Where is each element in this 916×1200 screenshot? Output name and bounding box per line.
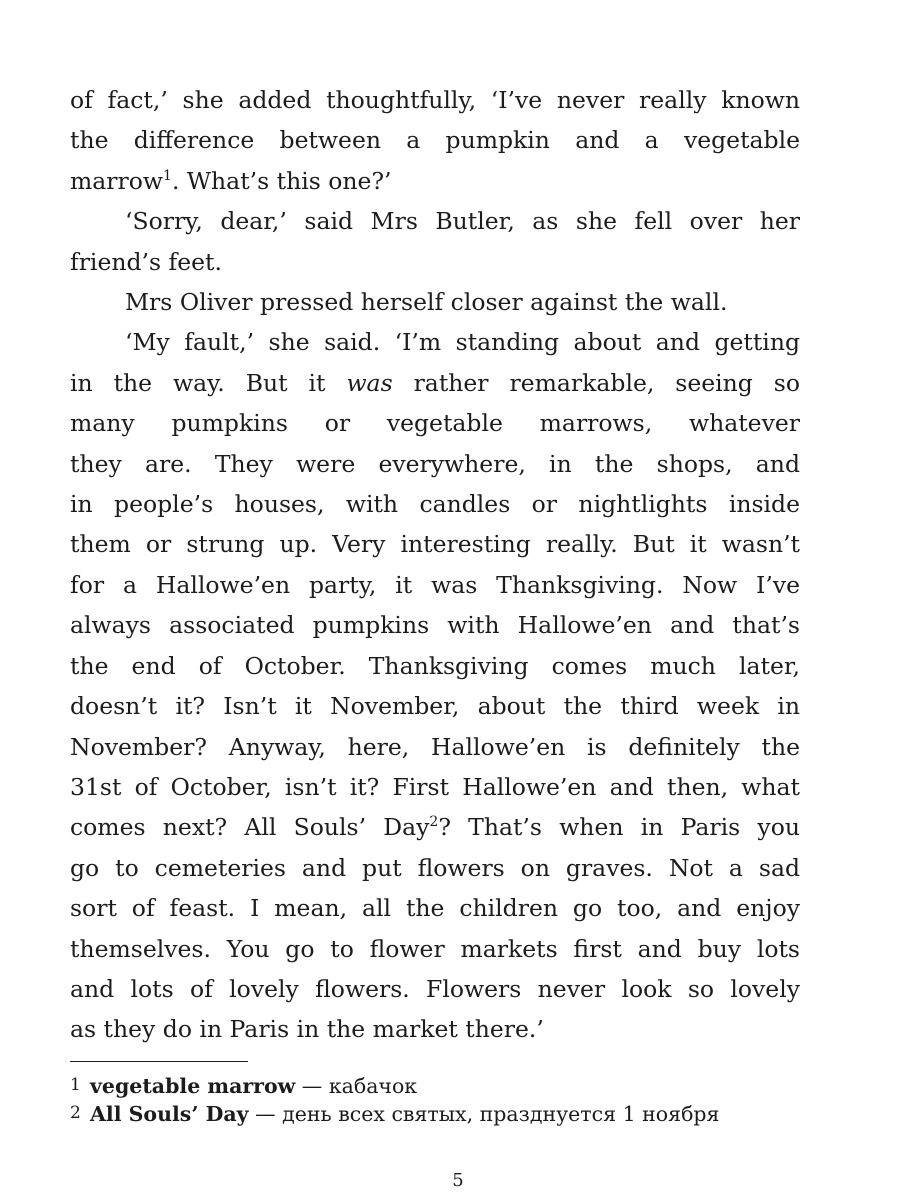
footnote-item: [70, 1100, 830, 1128]
footnote-definition: — день всех святых, празднуется 1 ноября: [248, 1102, 720, 1126]
text-line: the difference between a pumpkin and a vegetable: [70, 126, 800, 155]
footnote-divider: [70, 1061, 248, 1062]
text-line: [70, 161, 800, 201]
text-line: the end of October. Thanksgiving comes much later,: [70, 651, 800, 680]
footnote-number: 1: [70, 1075, 81, 1095]
text-line: 31st of October, isn’t it? First Hallowe’en and then, what: [70, 772, 800, 801]
text-line: ‘Sorry, dear,’ said Mrs Butler, as she fell over her: [125, 207, 800, 236]
text-fragment: . What’s this one?’: [171, 166, 392, 195]
text-line: go to cemeteries and put flowers on graves. Not a sad: [70, 853, 800, 882]
footnote-reference: 2: [429, 814, 439, 831]
text-line: [70, 807, 800, 847]
text-line: November? Anyway, here, Hallowe’en is definitely the: [70, 732, 800, 761]
footnote-number: 2: [70, 1103, 81, 1123]
paragraph: [70, 80, 800, 201]
text-line: many pumpkins or vegetable marrows, whatever: [70, 409, 800, 438]
text-line: for a Hallowe’en party, it was Thanksgiving. Now I’ve: [70, 570, 800, 599]
text-line: Mrs Oliver pressed herself closer against the wall.: [125, 288, 728, 317]
paragraph: [70, 322, 800, 1049]
page-number: 5: [452, 1170, 464, 1191]
text-line: in people’s houses, with candles or nightlights inside: [70, 490, 800, 519]
footnote-item: [70, 1072, 830, 1100]
footnote-term: All Souls’ Day: [90, 1102, 249, 1126]
text-fragment: marrow: [70, 166, 164, 195]
text-fragment: rather remarkable, seeing so: [392, 368, 801, 397]
footnotes: [70, 1072, 830, 1128]
text-line: themselves. You go to flower markets first and buy lots: [70, 934, 800, 963]
text-line: as they do in Paris in the market there.’: [70, 1015, 544, 1044]
paragraph: [70, 201, 800, 282]
text-line: always associated pumpkins with Hallowe’en and that’s: [70, 611, 800, 640]
footnote-reference: 1: [163, 167, 172, 184]
paragraph: [70, 282, 800, 322]
text-line: ‘My fault,’ she said. ‘I’m standing about and getting: [125, 328, 800, 357]
text-line: and lots of lovely flowers. Flowers never look so lovely: [70, 974, 800, 1003]
body-text: [70, 80, 800, 1050]
text-line: of fact,’ she added thoughtfully, ‘I’ve never really known: [70, 86, 800, 114]
text-line: sort of feast. I mean, all the children go too, and enjoy: [70, 894, 800, 923]
text-line: [70, 363, 800, 403]
text-line: they are. They were everywhere, in the shops, and: [70, 449, 800, 478]
text-line: them or strung up. Very interesting really. But it wasn’t: [70, 530, 800, 559]
emphasized-word: was: [346, 368, 393, 397]
text-line: friend’s feet.: [70, 247, 222, 276]
text-fragment: comes next? All Souls’ Day: [70, 813, 430, 842]
footnote-definition: — кабачок: [295, 1074, 418, 1098]
text-fragment: in the way. But it: [70, 368, 347, 397]
footnote-term: vegetable marrow: [90, 1074, 296, 1098]
text-fragment: ? That’s when in Paris you: [438, 813, 800, 842]
text-line: doesn’t it? Isn’t it November, about the third week in: [70, 692, 800, 721]
